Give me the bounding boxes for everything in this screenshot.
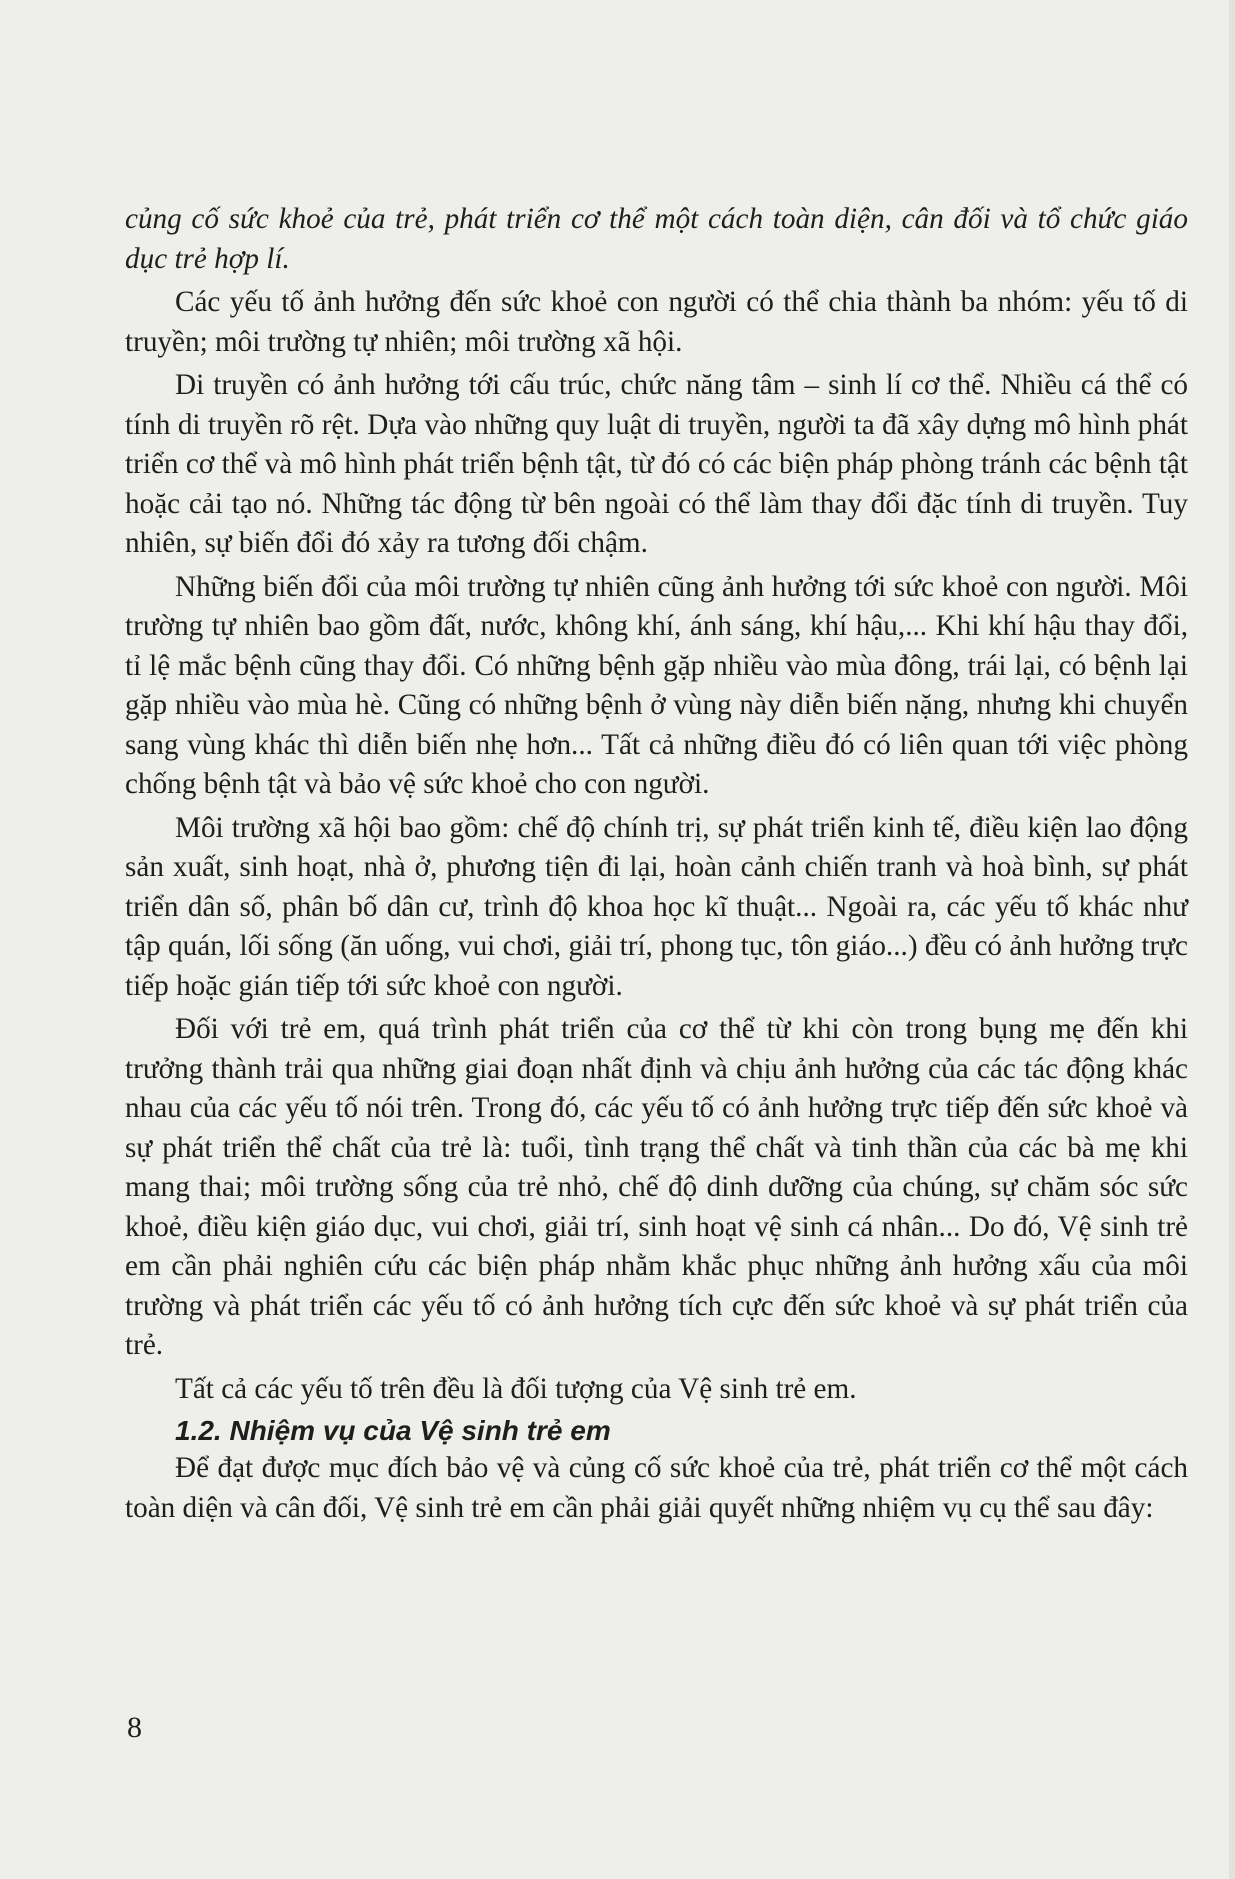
section-paragraph: Để đạt được mục đích bảo vệ và củng cố sức khoẻ của trẻ, phát triển cơ thể một cách toàn diện và cân đối, Vệ sinh trẻ em cần phải giải quyết những nhiệm vụ cụ thể sau đây: <box>125 1452 1188 1524</box>
paragraph-heredity: Di truyền có ảnh hưởng tới cấu trúc, chức năng tâm – sinh lí cơ thể. Nhiều cá thể có tính di truyền rõ rệt. Dựa vào những quy luật di truyền, người ta đã xây dựng mô hình phát triển cơ thể và mô hình phát triển bệnh tật, từ đó có các biện pháp phòng tránh các bệnh tật hoặc cải tạo nó. Những tác động từ bên ngoài có thể làm thay đổi đặc tính di truyền. Tuy nhiên, sự biến đổi đó xảy ra tương đối chậm. <box>125 369 1188 559</box>
page-number: 8 <box>127 1711 142 1744</box>
section-heading: 1.2. Nhiệm vụ của Vệ sinh trẻ em <box>175 1415 611 1446</box>
paragraph-natural-environment: Những biến đổi của môi trường tự nhiên cũng ảnh hưởng tới sức khoẻ con người. Môi trường tự nhiên bao gồm đất, nước, không khí, ánh sáng, khí hậu,... Khi khí hậu thay đổi, tỉ lệ mắc bệnh cũng thay đổi. Có những bệnh gặp nhiều vào mùa đông, trái lại, có bệnh lại gặp nhiều vào mùa hè. Cũng có những bệnh ở vùng này diễn biến nặng, nhưng khi chuyển sang vùng khác thì diễn biến nhẹ hơn... Tất cả những điều đó có liên quan tới việc phòng chống bệnh tật và bảo vệ sức khoẻ cho con người. <box>125 570 1188 800</box>
paragraph-children: Đối với trẻ em, quá trình phát triển của cơ thể từ khi còn trong bụng mẹ đến khi trưởng thành trải qua những giai đoạn nhất định và chịu ảnh hưởng của các tác động khác nhau của các yếu tố nói trên. Trong đó, các yếu tố có ảnh hưởng trực tiếp đến sức khoẻ và sự phát triển thể chất của trẻ là: tuổi, tình trạng thể chất và tinh thần của các bà mẹ khi mang thai; môi trường sống của trẻ nhỏ, chế độ dinh dưỡng của chúng, sự chăm sóc sức khoẻ, điều kiện giáo dục, vui chơi, giải trí, sinh hoạt vệ sinh cá nhân... Do đó, Vệ sinh trẻ em cần phải nghiên cứu các biện pháp nhằm khắc phục những ảnh hưởng xấu của môi trường và phát triển các yếu tố có ảnh hưởng tích cực đến sức khoẻ và sự phát triển của trẻ. <box>125 1013 1188 1361</box>
paragraph-conclusion: Tất cả các yếu tố trên đều là đối tượng của Vệ sinh trẻ em. <box>175 1372 857 1405</box>
intro-fragment: củng cố sức khoẻ của trẻ, phát triển cơ thể một cách toàn diện, cân đối và tổ chức giáo dục trẻ hợp lí. <box>125 203 1188 275</box>
paragraph-factors: Các yếu tố ảnh hưởng đến sức khoẻ con người có thể chia thành ba nhóm: yếu tố di truyền; môi trường tự nhiên; môi trường xã hội. <box>125 286 1188 358</box>
page-edge <box>1229 0 1235 1879</box>
body-text <box>125 200 1188 1532</box>
paragraph-social-environment: Môi trường xã hội bao gồm: chế độ chính trị, sự phát triển kinh tế, điều kiện lao động sản xuất, sinh hoạt, nhà ở, phương tiện đi lại, hoàn cảnh chiến tranh và hoà bình, sự phát triển dân số, phân bố dân cư, trình độ khoa học kĩ thuật... Ngoài ra, các yếu tố khác như tập quán, lối sống (ăn uống, vui chơi, giải trí, phong tục, tôn giáo...) đều có ảnh hưởng trực tiếp hoặc gián tiếp tới sức khoẻ con người. <box>125 811 1188 1002</box>
